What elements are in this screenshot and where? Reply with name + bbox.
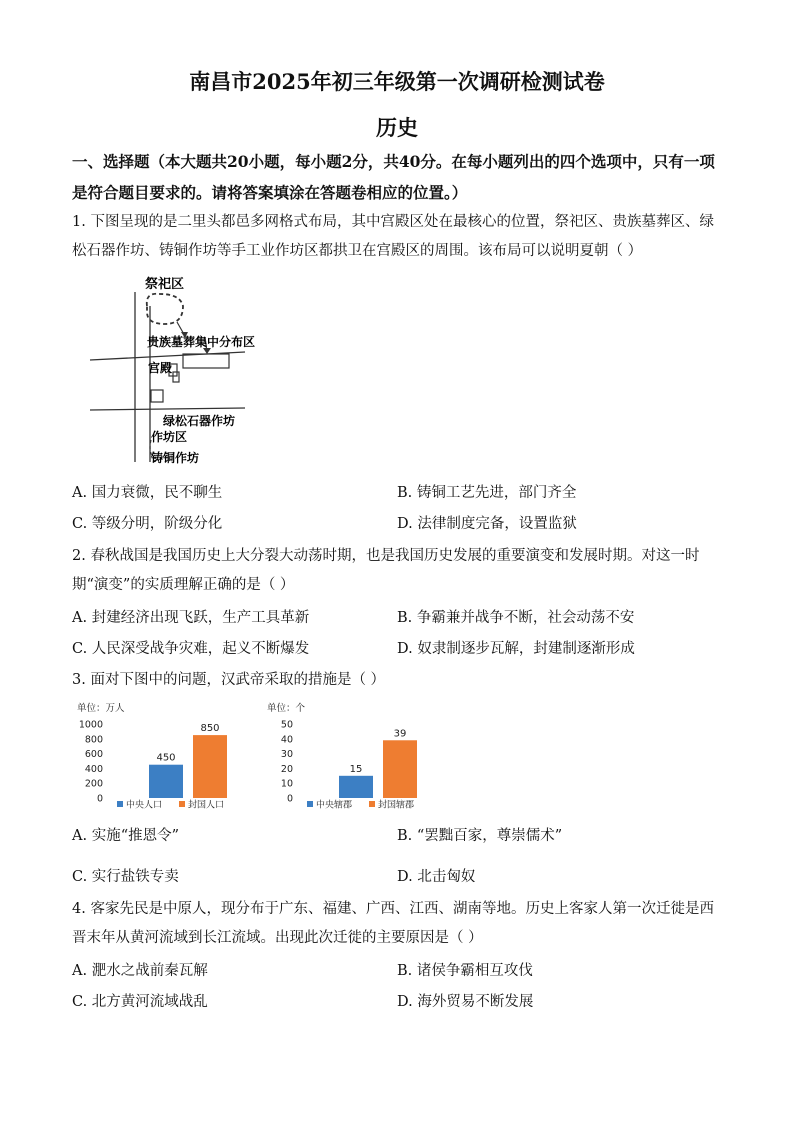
map-road-line (90, 352, 245, 360)
exam-title: 南昌市2025年初三年级第一次调研检测试卷 (189, 69, 605, 94)
map-label: 绿松石器作坊 (163, 414, 236, 428)
q4-option-c[interactable]: C. 北方黄河流域战乱 (72, 994, 208, 1010)
question-3-stem: 3. 面对下图中的问题，汉武帝采取的措施是（ ） (72, 672, 386, 688)
y-tick-label: 1000 (78, 719, 103, 731)
y-tick-label: 10 (280, 778, 293, 790)
map-label: 作坊区 (151, 430, 188, 444)
subject-title: 历史 (376, 115, 418, 140)
q2-option-c[interactable]: C. 人民深受战争灾难，起义不断爆发 (72, 641, 310, 657)
y-tick-label: 200 (84, 778, 103, 790)
map-label: 宫殿 (148, 361, 173, 375)
data-label: 850 (200, 723, 220, 735)
q1-option-d[interactable]: D. 法律制度完备，设置监狱 (397, 516, 577, 532)
palace-building (151, 390, 163, 402)
population-bar-chart (75, 700, 260, 815)
map-road-line (90, 408, 245, 410)
y-tick-label: 20 (280, 763, 293, 775)
data-label: 39 (393, 728, 407, 740)
map-label: 铸铜作坊 (151, 451, 200, 465)
q2-option-b[interactable]: B. 争霸兼并战争不断，社会动荡不安 (397, 610, 635, 626)
bar (383, 740, 417, 798)
q3-option-b[interactable]: B. “罢黜百家，尊崇儒术” (397, 828, 563, 844)
y-tick-label: 30 (280, 749, 293, 761)
question-2-stem: 2. 春秋战国是我国历史上大分裂大动荡时期，也是我国历史发展的重要演变和发展时期。对这一时期“演变”的实质理解正确的是（ ） (72, 548, 700, 593)
q3-option-a[interactable]: A. 实施“推恩令” (72, 828, 180, 844)
y-tick-label: 400 (84, 763, 103, 775)
data-label: 15 (349, 763, 363, 775)
legend-swatch (117, 801, 123, 807)
legend-swatch (179, 801, 185, 807)
palace-building (173, 372, 179, 382)
q4-option-a[interactable]: A. 淝水之战前秦瓦解 (72, 963, 208, 979)
q2-option-a[interactable]: A. 封建经济出现飞跃，生产工具革新 (72, 610, 310, 626)
legend-label: 中央辖郡 (316, 800, 353, 811)
map-label: 贵族墓葬集中分布区 (147, 335, 256, 349)
legend-label: 中央人口 (126, 800, 163, 811)
q2-option-d[interactable]: D. 奴隶制逐步瓦解，封建制逐渐形成 (397, 641, 635, 657)
q4-option-b[interactable]: B. 诸侯争霸相互攻伐 (397, 963, 533, 979)
q1-option-c[interactable]: C. 等级分明，阶级分化 (72, 516, 223, 532)
y-tick-label: 0 (96, 793, 103, 805)
chart-unit-label: 单位：万人 (77, 703, 125, 714)
bar (193, 735, 227, 798)
q4-option-d[interactable]: D. 海外贸易不断发展 (397, 994, 534, 1010)
erlitou-layout-map (85, 272, 265, 472)
y-tick-label: 40 (280, 734, 293, 746)
bar (149, 765, 183, 798)
map-label: 祭祀区 (145, 277, 185, 292)
question-1-stem: 1. 下图呈现的是二里头都邑多网格式布局，其中宫殿区处在最核心的位置，祭祀区、贵族墓葬区、绿松石器作坊、铸铜作坊等手工业作坊区都拱卫在宫殿区的周围。该布局可以说明夏朝（ ） (72, 214, 714, 259)
legend-swatch (369, 801, 375, 807)
y-tick-label: 600 (84, 749, 103, 761)
legend-label: 封国辖郡 (378, 800, 415, 811)
q3-option-c[interactable]: C. 实行盐铁专卖 (72, 869, 179, 885)
y-tick-label: 0 (286, 793, 293, 805)
palace-block (183, 354, 229, 368)
question-4-stem: 4. 客家先民是中原人，现分布于广东、福建、广西、江西、湖南等地。历史上客家人第一次迁徙是西晋末年从黄河流域到长江流域。出现此次迁徙的主要原因是（ ） (72, 901, 714, 946)
sacrifice-area-outline (147, 294, 183, 324)
bar (339, 776, 373, 798)
section-heading: 一、选择题（本大题共20小题，每小题2分，共40分。在每小题列出的四个选项中，只有一项是符合题目要求的。请将答案填涂在答题卷相应的位置。） (72, 152, 715, 202)
legend-swatch (307, 801, 313, 807)
q3-option-d[interactable]: D. 北击匈奴 (397, 869, 476, 885)
q1-option-a[interactable]: A. 国力衰微，民不聊生 (72, 485, 223, 501)
q1-option-b[interactable]: B. 铸铜工艺先进，部门齐全 (397, 485, 577, 501)
y-tick-label: 800 (84, 734, 103, 746)
data-label: 450 (156, 752, 176, 764)
prefecture-bar-chart (265, 700, 450, 815)
chart-unit-label: 单位：个 (267, 703, 306, 714)
legend-label: 封国人口 (188, 800, 225, 811)
y-tick-label: 50 (280, 719, 293, 731)
